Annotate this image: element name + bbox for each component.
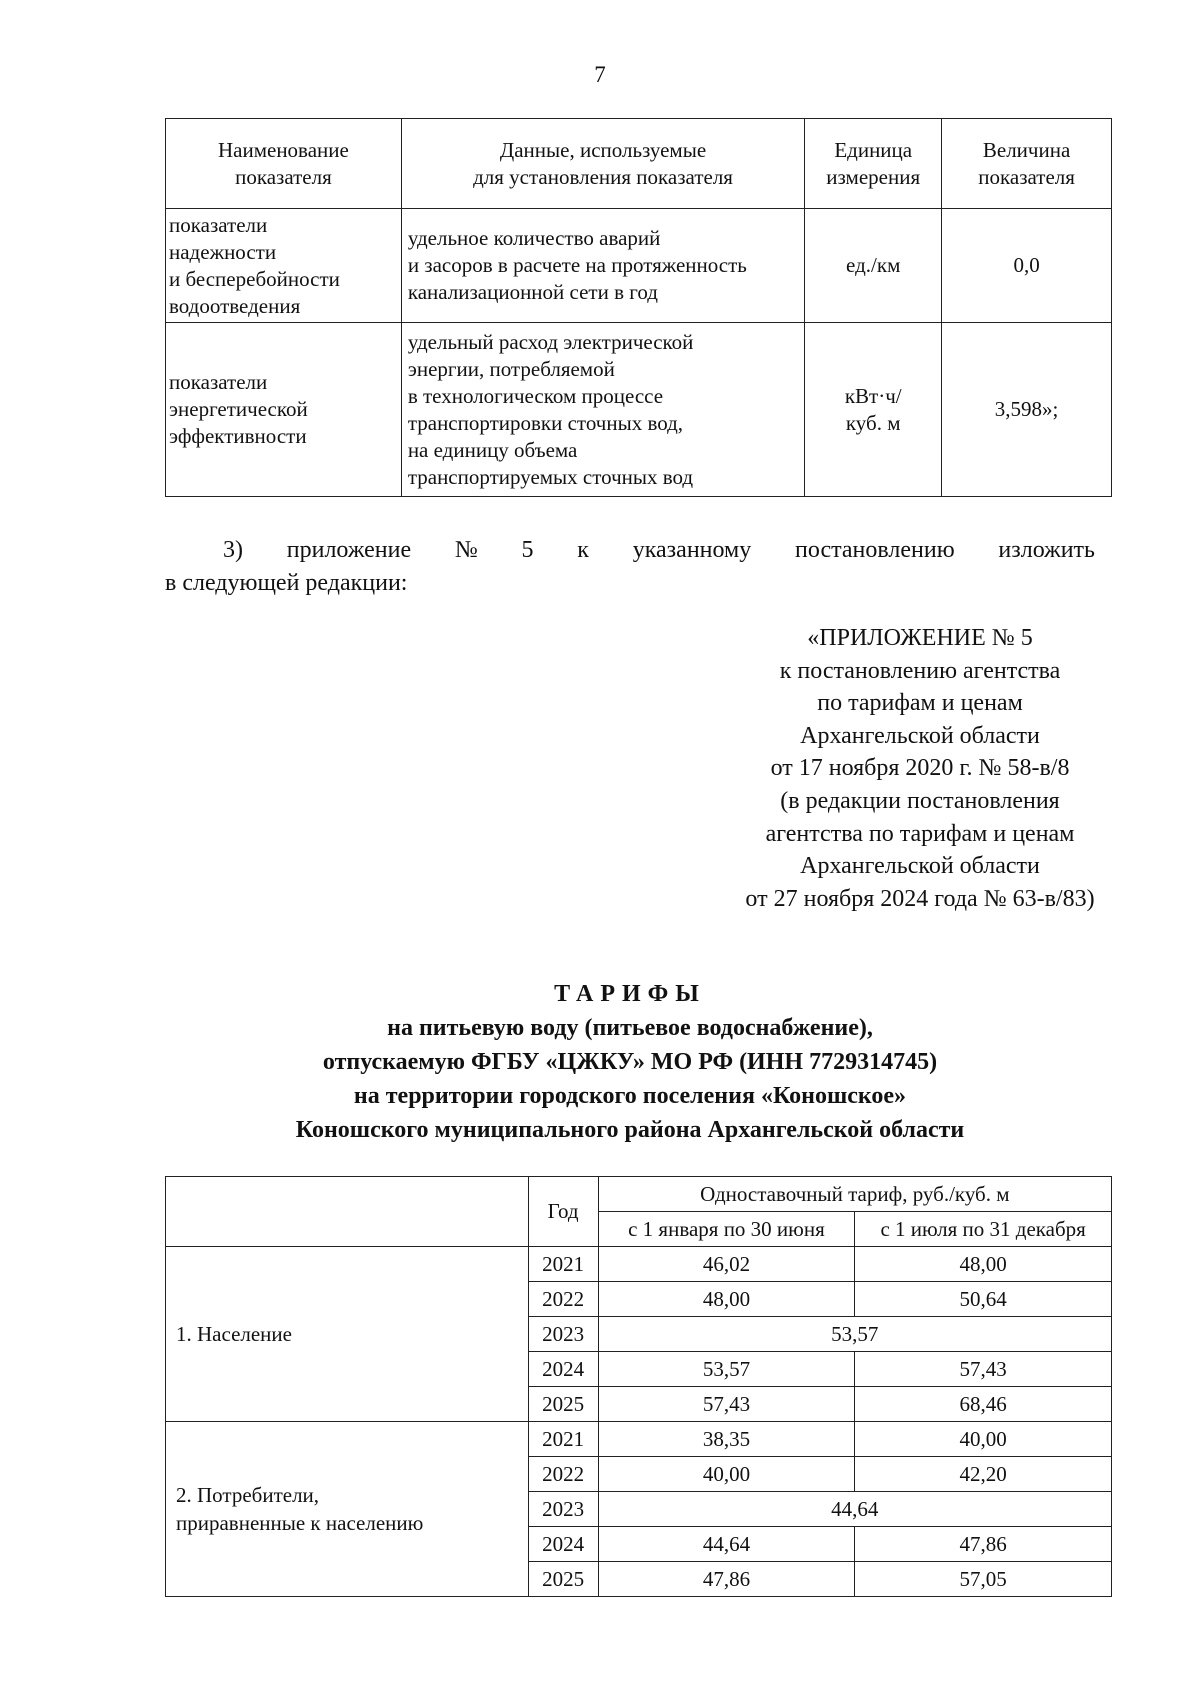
header-indicator-name: Наименование показателя [166,119,402,209]
header-first-half: с 1 января по 30 июня [598,1212,855,1247]
paragraph-line-2: в следующей редакции: [165,570,408,596]
year-cell: 2022 [528,1282,598,1317]
indicator-source-data: удельный расход электрической энергии, потребляемой в технологическом процессе транспортировки сточных вод, на единицу объема транспортируемых сточных вод [401,323,804,497]
tariff-h1-cell: 48,00 [598,1282,855,1317]
indicator-name: показатели надежности и бесперебойности водоотведения [166,209,402,323]
indicators-table [165,118,1112,497]
tariff-h1-cell: 47,86 [598,1562,855,1597]
indicator-value: 0,0 [942,209,1112,323]
table-row [166,1247,1112,1282]
tariffs-heading: ТАРИФЫ [554,981,706,1007]
appendix-header: «ПРИЛОЖЕНИЕ № 5 к постановлению агентства по тарифам и ценам Архангельской области от 17 ноября 2020 г. № 58-в/8 (в редакции постановления агентства по тарифам и ценам Архангельской области от 27 ноября 2024 года № 63-в/83) [745,625,1095,912]
indicator-name: показатели энергетической эффективности [166,323,402,497]
tariffs-header-row [166,1177,1112,1212]
header-tariff: Одноставочный тариф, руб./куб. м [598,1177,1111,1212]
tariff-h2-cell: 48,00 [855,1247,1112,1282]
tariffs-table [165,1176,1112,1597]
header-second-half: с 1 июля по 31 декабря [855,1212,1112,1247]
header-value: Величина показателя [942,119,1112,209]
tariff-h2-cell: 42,20 [855,1457,1112,1492]
category-cell: 2. Потребители, приравненные к населению [166,1422,529,1597]
indicators-header-row [166,119,1112,209]
indicator-row [166,209,1112,323]
header-year: Год [528,1177,598,1247]
tariff-h2-cell: 47,86 [855,1527,1112,1562]
year-cell: 2024 [528,1352,598,1387]
tariff-h2-cell: 50,64 [855,1282,1112,1317]
tariff-merged-cell: 44,64 [598,1492,1111,1527]
tariffs-title: ТАРИФЫ на питьевую воду (питьевое водоснабжение), отпускаемую ФГБУ «ЦЖКУ» МО РФ (ИНН 7729314745) на территории городского поселения «Коношское» Коношского муниципального района Архангельской области [0,977,1200,1147]
tariff-merged-cell: 53,57 [598,1317,1111,1352]
tariff-h1-cell: 57,43 [598,1387,855,1422]
paragraph-line-1: 3) приложение № 5 к указанному постановлению изложить [223,537,1095,563]
tariff-h1-cell: 38,35 [598,1422,855,1457]
tariff-h1-cell: 44,64 [598,1527,855,1562]
indicator-source-data: удельное количество аварий и засоров в расчете на протяженность канализационной сети в год [401,209,804,323]
year-cell: 2025 [528,1387,598,1422]
tariff-h1-cell: 40,00 [598,1457,855,1492]
tariff-h2-cell: 68,46 [855,1387,1112,1422]
tariff-h2-cell: 57,05 [855,1562,1112,1597]
tariff-h1-cell: 46,02 [598,1247,855,1282]
year-cell: 2025 [528,1562,598,1597]
category-cell: 1. Население [166,1247,529,1422]
indicator-value: 3,598»; [942,323,1112,497]
header-category [166,1177,529,1247]
year-cell: 2023 [528,1492,598,1527]
page-number: 7 [594,62,606,87]
tariff-h1-cell: 53,57 [598,1352,855,1387]
indicator-row [166,323,1112,497]
header-source-data: Данные, используемые для установления показателя [401,119,804,209]
year-cell: 2021 [528,1422,598,1457]
year-cell: 2022 [528,1457,598,1492]
indicator-unit: ед./км [805,209,942,323]
year-cell: 2023 [528,1317,598,1352]
indicator-unit: кВт·ч/ куб. м [805,323,942,497]
year-cell: 2024 [528,1527,598,1562]
tariff-h2-cell: 40,00 [855,1422,1112,1457]
amendment-paragraph [165,534,1095,600]
table-row [166,1422,1112,1457]
tariff-h2-cell: 57,43 [855,1352,1112,1387]
year-cell: 2021 [528,1247,598,1282]
header-unit: Единица измерения [805,119,942,209]
